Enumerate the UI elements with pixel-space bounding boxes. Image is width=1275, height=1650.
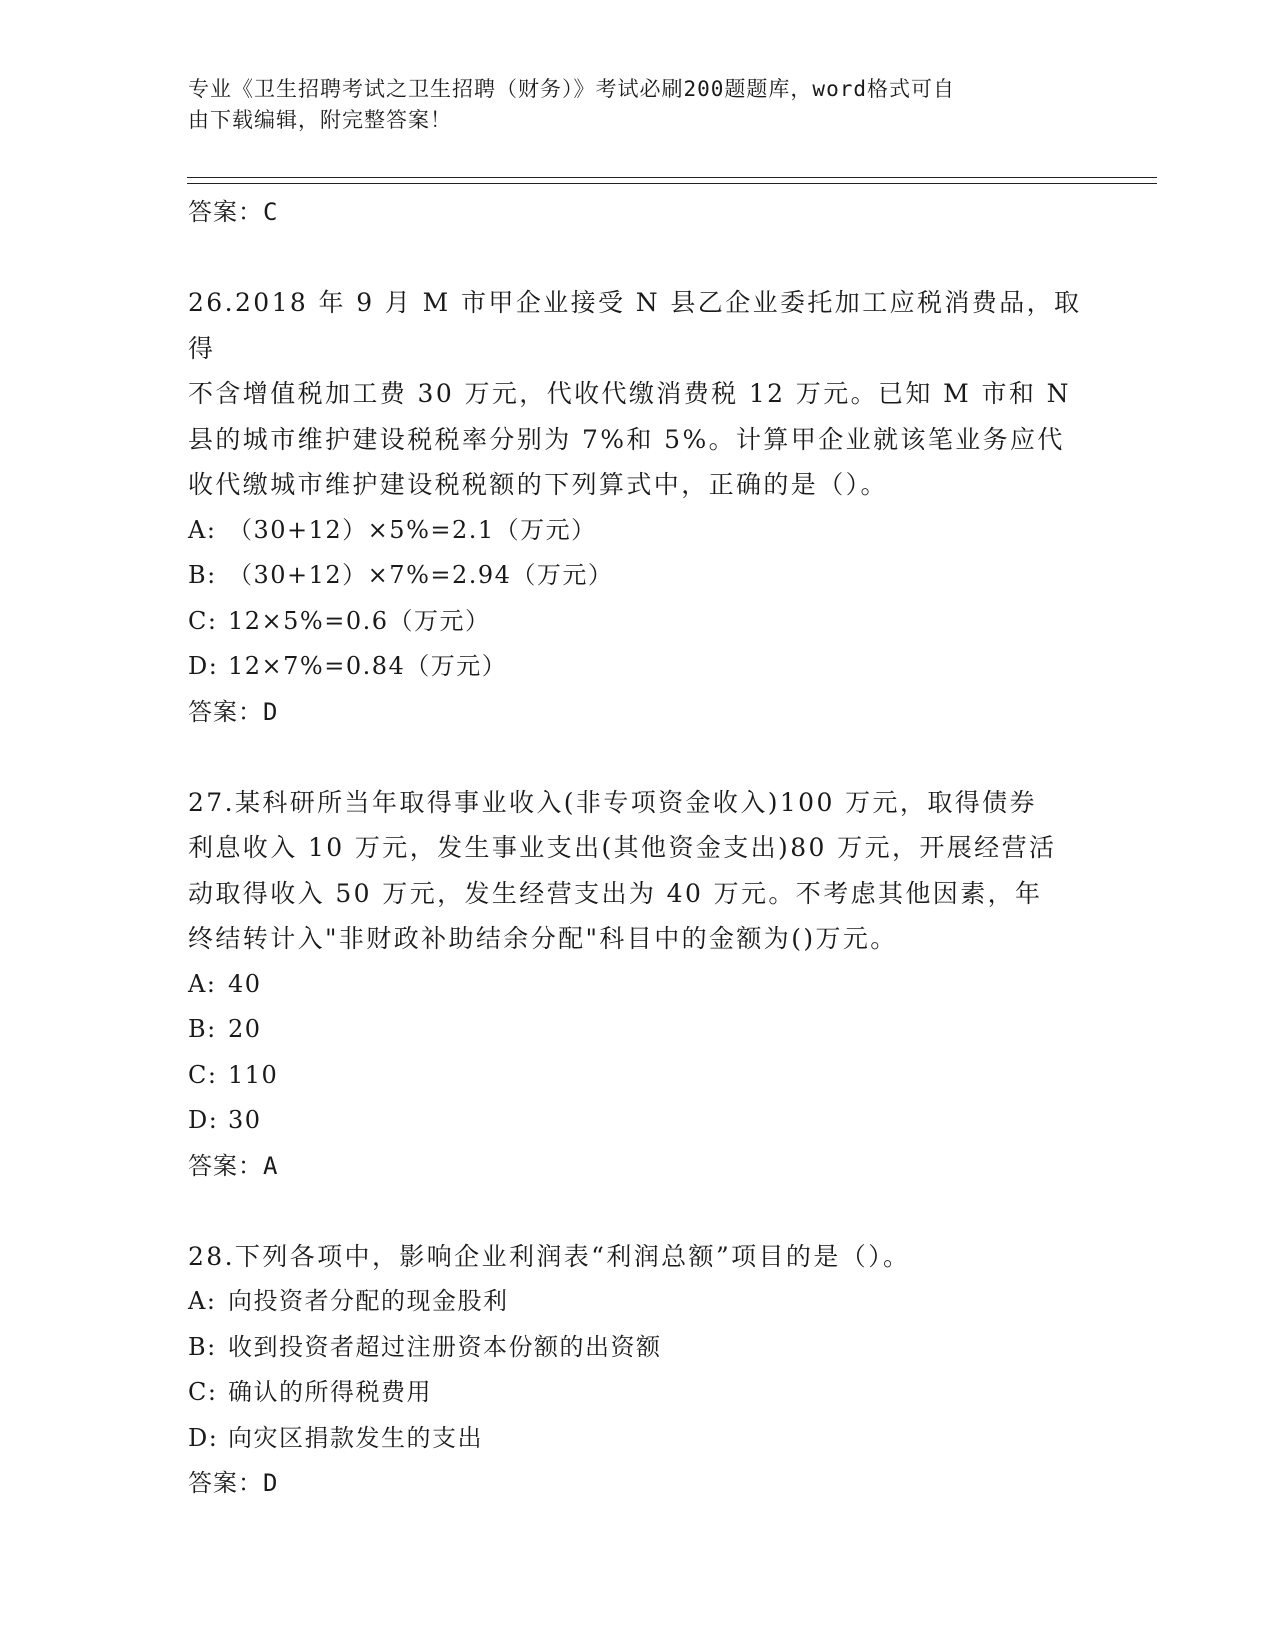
option-letter: C: xyxy=(188,1378,218,1406)
option-text: 12×5%=0.6（万元） xyxy=(228,606,491,635)
answer: 答案：D xyxy=(188,697,279,726)
answer: 答案：D xyxy=(188,1469,279,1497)
question-line: 动取得收入 50 万元，发生经营支出为 40 万元。不考虑其他因素，年 xyxy=(188,878,1043,908)
question-28 xyxy=(188,1234,1088,1507)
option-a xyxy=(188,962,1088,1008)
previous-answer: 答案：C xyxy=(188,198,279,226)
option-d xyxy=(188,1416,1088,1462)
option-text: 收到投资者超过注册资本份额的出资额 xyxy=(228,1332,662,1361)
option-text: 向灾区捐款发生的支出 xyxy=(228,1423,483,1452)
option-letter: D: xyxy=(188,1106,219,1134)
header-divider-bottom xyxy=(187,183,1157,184)
option-text: 确认的所得税费用 xyxy=(228,1378,432,1406)
option-d xyxy=(188,644,1088,690)
option-letter: A: xyxy=(188,969,217,998)
question-26 xyxy=(188,280,1088,735)
option-letter: B: xyxy=(188,1332,217,1361)
option-c xyxy=(188,599,1088,645)
option-text: 向投资者分配的现金股利 xyxy=(228,1287,509,1315)
option-text: 40 xyxy=(228,969,262,998)
question-line: 县的城市维护建设税税率分别为 7%和 5%。计算甲企业就该笔业务应代 xyxy=(188,424,1065,454)
question-line: 终结转计入"非财政补助结余分配"科目中的金额为()万元。 xyxy=(188,924,898,953)
option-letter: D: xyxy=(188,1423,219,1452)
question-text xyxy=(188,780,1088,962)
option-letter: C: xyxy=(188,606,218,635)
question-line: 27.某科研所当年取得事业收入(非专项资金收入)100 万元，取得债券 xyxy=(188,787,1037,817)
option-text: （30+12）×5%=2.1（万元） xyxy=(228,515,597,544)
option-c xyxy=(188,1053,1088,1099)
header-line-1: 专业《卫生招聘考试之卫生招聘（财务）》考试必刷200题题库，word格式可自 xyxy=(188,77,955,101)
question-line: 不含增值税加工费 30 万元，代收代缴消费税 12 万元。已知 M 市和 N xyxy=(188,379,1071,408)
question-text xyxy=(188,280,1088,508)
option-text: 30 xyxy=(228,1106,262,1134)
question-line: 26.2018 年 9 月 M 市甲企业接受 N 县乙企业委托加工应税消费品，取得 xyxy=(188,288,1082,363)
answer: 答案：A xyxy=(188,1151,279,1180)
option-text: 110 xyxy=(228,1060,279,1089)
option-a xyxy=(188,1279,1088,1325)
option-d xyxy=(188,1098,1088,1144)
option-b xyxy=(188,553,1088,599)
header-divider-top xyxy=(187,177,1157,178)
option-text: 20 xyxy=(228,1015,262,1043)
option-text: 12×7%=0.84（万元） xyxy=(228,652,508,680)
question-list xyxy=(188,190,1088,1506)
option-c xyxy=(188,1370,1088,1416)
question-line: 28.下列各项中，影响企业利润表“利润总额”项目的是（）。 xyxy=(188,1241,911,1271)
header-line-2: 由下载编辑，附完整答案！ xyxy=(188,108,452,132)
option-letter: B: xyxy=(188,561,217,589)
option-b xyxy=(188,1325,1088,1371)
question-line: 利息收入 10 万元，发生事业支出(其他资金支出)80 万元，开展经营活 xyxy=(188,833,1057,862)
option-a xyxy=(188,508,1088,554)
option-letter: A: xyxy=(188,1287,217,1315)
option-letter: D: xyxy=(188,652,219,680)
option-text: （30+12）×7%=2.94（万元） xyxy=(228,561,614,589)
question-text xyxy=(188,1234,1088,1280)
option-letter: B: xyxy=(188,1015,217,1043)
document-header xyxy=(188,74,1068,136)
option-b xyxy=(188,1007,1088,1053)
option-letter: A: xyxy=(188,515,217,544)
question-27 xyxy=(188,780,1088,1189)
option-letter: C: xyxy=(188,1060,218,1089)
question-line: 收代缴城市维护建设税税额的下列算式中，正确的是（）。 xyxy=(188,470,888,499)
